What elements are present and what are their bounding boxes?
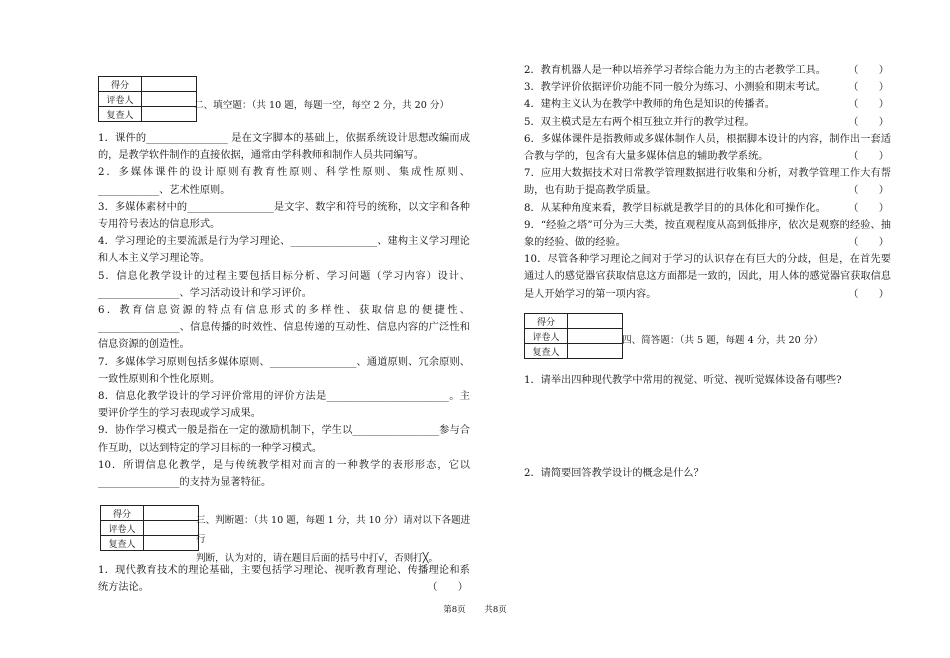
judge-questions-right: [524, 62, 891, 303]
judge-section-title: [196, 511, 474, 568]
grader-label: 评卷人: [101, 521, 144, 536]
fill-question: 1．课件的________________ 是在文字脚本的基础上，依据系统设计思想改编而成的，是教学软件制作的直接依据，通常由学科教师和制作人员共同编写。: [98, 133, 470, 162]
judge-title-line2: 判断，认为对的，请在题目后面的括号中打√，否则打╳。: [196, 553, 439, 564]
judge-question: [98, 562, 470, 596]
answer-paren: （ ）: [848, 202, 889, 214]
page-number: 第8页: [443, 605, 466, 615]
fill-score-table-block: [98, 76, 197, 122]
score-label: 得分: [99, 77, 142, 92]
grader-label: 评卷人: [99, 92, 142, 107]
judge-question: 8．从某种角度来看，教学目标就是教学目的的具体化和可操作化。 （ ）: [524, 200, 891, 217]
reviewer-label: 复查人: [99, 107, 142, 122]
score-label: 得分: [101, 506, 144, 521]
answer-paren: （ ）: [848, 288, 889, 300]
short-section-title: 四、简答题：（共 5 题，每题 4 分，共 20 分）: [622, 335, 824, 346]
answer-paren: （ ）: [848, 82, 889, 94]
answer-paren: （ ）: [848, 65, 889, 76]
reviewer-label: 复查人: [101, 536, 144, 551]
judge-title-line1: 三、判断题：（共 10 题，每题 1 分，共 10 分）请对以下各题进行: [196, 515, 471, 545]
fill-question: 4．学习理论的主要流派是行为学习理论、_________________、建构主义学习理论和人本主义学习理论等。: [98, 236, 470, 265]
judge-question: 10．尽管各种学习理论之间对于学习的认识存在有巨大的分歧，但是，在首先要通过人的感觉器官获取信息这方面都是一致的，因此，用人体的感觉器官获取信息是人开始学习的第一项内容。 （ ）: [524, 251, 891, 303]
fill-question: 7．多媒体学习原则包括多媒体原则、_________________、通道原则、冗余原则、一致性原则和个性化原则。: [98, 356, 470, 385]
score-table: [100, 505, 199, 551]
answer-paren: （ ）: [848, 151, 889, 163]
short-question: 2．请简要回答教学设计的概念是什么？: [524, 468, 704, 479]
short-question-1: [524, 372, 891, 389]
fill-question: 10．所谓信息化教学，是与传统教学相对而言的一种教学的表形形态，它以________________的支持为显著特征。: [98, 459, 470, 489]
page-total: 共8页: [484, 605, 507, 615]
judge-question: 2．教育机器人是一种以培养学习者综合能力为主的古老教学工具。 （ ）: [524, 62, 891, 79]
fill-section-title: 二、填空题：（共 10 题，每题一空，每空 2 分，共 20 分）: [194, 100, 450, 111]
grader-label: 评卷人: [525, 329, 568, 344]
judge-score-table-block: [100, 505, 199, 551]
judge-question-1: [98, 562, 470, 596]
answer-paren: （ ）: [848, 99, 889, 111]
score-table: [524, 313, 623, 359]
fill-question: 6．教育信息资源的特点有信息形式的多样性、获取信息的便捷性、________________、信息传播的时效性、信息传递的互动性、信息内容的广泛性和信息资源的创造性。: [98, 305, 470, 351]
reviewer-label: 复查人: [525, 344, 568, 359]
page-footer: [0, 603, 950, 615]
fill-question: 2．多媒体课件的设计原则有教育性原则、科学性原则、集成性原则、____________、艺术性原则。: [98, 167, 470, 196]
judge-question: 3．教学评价依据评价功能不同一般分为练习、小测验和期末考试。 （ ）: [524, 79, 891, 96]
judge-question: 5．双主模式是左右两个相互独立并行的教学过程。 （ ）: [524, 114, 891, 131]
answer-paren: （ ）: [848, 185, 889, 197]
score-table: [98, 76, 197, 122]
judge-question: 7．应用大数据技术对日常教学管理数据进行收集和分析，对教学管理工作大有帮助，也有助于提高教学质量。 （ ）: [524, 165, 891, 199]
fill-questions: [98, 130, 470, 491]
judge-question: 9．“经验之塔”可分为三大类，按直观程度从高到低排序，依次是观察的经验、抽象的经验、做的经验。 （ ）: [524, 217, 891, 251]
judge-question: 6．多媒体课件是指教师或多媒体制作人员，根据脚本设计的内容，制作出一套适合教与学的，包含有大量多媒体信息的辅助教学系统。 （ ）: [524, 131, 891, 165]
short-question-2: [524, 465, 891, 482]
short-score-table-block: [524, 313, 623, 359]
fill-question: 9．协作学习模式一般是指在一定的激励机制下，学生以_________________参与合作互助，以达到特定的学习目标的一种学习模式。: [98, 425, 470, 454]
score-label: 得分: [525, 314, 568, 329]
answer-paren: （ ）: [848, 237, 889, 249]
answer-paren: （ ）: [427, 582, 468, 594]
answer-paren: （ ）: [848, 116, 889, 128]
fill-question: 5．信息化教学设计的过程主要包括目标分析、学习问题（学习内容）设计、________________、学习活动设计和学习评价。: [98, 270, 470, 299]
short-question: 1．请举出四种现代教学中常用的视觉、听觉、视听觉媒体设备有哪些?: [524, 375, 842, 386]
judge-question-text: 1．现代教育技术的理论基础，主要包括学习理论、视听教育理论、传播理论和系统方法论。: [98, 565, 470, 594]
fill-question: 8．信息化教学设计的学习评价常用的评价方法是________________________。主要评价学生的学习表现或学习成果。: [98, 391, 470, 420]
judge-question: 4．建构主义认为在教学中教师的角色是知识的传播者。 （ ）: [524, 96, 891, 113]
fill-question: 3．多媒体素材中的_________________是文字、数字和符号的统称，以文字和各种专用符号表达的信息形式。: [98, 201, 470, 231]
